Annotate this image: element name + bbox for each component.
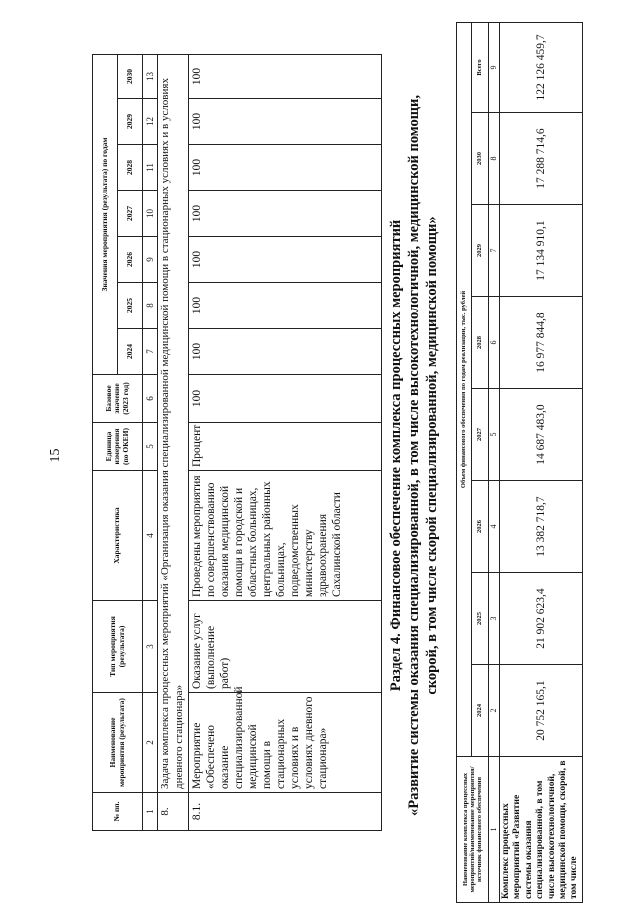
col-number: 7 bbox=[489, 205, 500, 297]
finance-year-header: 2024 bbox=[472, 665, 489, 757]
row-value: 100 bbox=[188, 191, 381, 237]
finance-value: 21 902 623,4 bbox=[500, 573, 583, 665]
header-values-group: Значения мероприятия (результата) по годам bbox=[93, 54, 118, 374]
col-number: 9 bbox=[143, 237, 158, 283]
finance-year-header: 2029 bbox=[472, 205, 489, 297]
year-header: 2026 bbox=[118, 237, 143, 283]
page-number: 15 bbox=[48, 448, 63, 463]
row-value: 100 bbox=[188, 99, 381, 145]
section-title-line3: скорой, в том числе скорой специализированной, медицинской помощи» bbox=[424, 216, 440, 695]
col-number: 9 bbox=[489, 22, 500, 112]
row-characteristic: Проведены мероприятия по совершенствованию оказания медицинской помощи в городской и областных больницах, центральных районных больницах, подведомственных министерству здравоохранения Сахалинской области bbox=[188, 471, 381, 601]
col-number: 8 bbox=[489, 113, 500, 205]
activities-table bbox=[92, 54, 382, 831]
activity-row bbox=[188, 54, 381, 830]
year-header: 2030 bbox=[118, 54, 143, 98]
finance-year-header: 2028 bbox=[472, 297, 489, 389]
finance-table bbox=[456, 22, 583, 903]
finance-row-label: Комплекс процессных мероприятий «Развитие системы оказания специализированной, в том числе высокотехнологичной, медицинской помощи, скорой, в том числе bbox=[500, 757, 583, 903]
finance-value: 13 382 718,7 bbox=[500, 481, 583, 573]
col-number: 5 bbox=[143, 423, 158, 471]
table1-header-row bbox=[93, 54, 118, 830]
row-num: 8.1. bbox=[188, 793, 381, 831]
year-header: 2029 bbox=[118, 99, 143, 145]
header-base: Базовое значение (2023 год) bbox=[93, 375, 143, 423]
finance-value: 20 752 165,1 bbox=[500, 665, 583, 757]
col-number: 2 bbox=[489, 665, 500, 757]
finance-total-header: Всего bbox=[472, 22, 489, 112]
col-number: 5 bbox=[489, 389, 500, 481]
finance-value: 17 288 714,6 bbox=[500, 113, 583, 205]
year-header: 2027 bbox=[118, 191, 143, 237]
table1-column-numbers bbox=[143, 54, 158, 830]
finance-year-header: 2026 bbox=[472, 481, 489, 573]
year-header: 2025 bbox=[118, 283, 143, 329]
finance-value: 16 977 844,8 bbox=[500, 297, 583, 389]
row-value: 100 bbox=[188, 145, 381, 191]
finance-value: 14 687 483,0 bbox=[500, 389, 583, 481]
col-number: 10 bbox=[143, 191, 158, 237]
finance-year-header: 2025 bbox=[472, 573, 489, 665]
col-number: 6 bbox=[489, 297, 500, 389]
finance-header-group: Объем финансового обеспечения по годам реализации, тыс. рублей bbox=[457, 22, 472, 756]
col-number: 1 bbox=[143, 793, 158, 831]
col-number: 1 bbox=[489, 757, 500, 903]
col-number: 13 bbox=[143, 54, 158, 98]
task-text: Задача комплекса процессных мероприятий «Организация оказания специализированной медицинской помощи в стационарных условиях и в условиях дневного стационара» bbox=[158, 54, 189, 792]
finance-row bbox=[500, 22, 583, 902]
col-number: 6 bbox=[143, 375, 158, 423]
finance-total: 122 126 459,7 bbox=[500, 22, 583, 112]
header-num: № пп. bbox=[93, 793, 143, 831]
task-num: 8. bbox=[158, 793, 189, 831]
row-value: 100 bbox=[188, 54, 381, 98]
row-value: 100 bbox=[188, 237, 381, 283]
header-type: Тип мероприятия (результата) bbox=[93, 601, 143, 693]
header-unit: Единица измерения (по ОКЕИ) bbox=[93, 423, 143, 471]
finance-value: 17 134 910,1 bbox=[500, 205, 583, 297]
col-number: 4 bbox=[489, 481, 500, 573]
col-number: 4 bbox=[143, 471, 158, 601]
year-header: 2028 bbox=[118, 145, 143, 191]
task-row bbox=[158, 54, 189, 830]
col-number: 2 bbox=[143, 693, 158, 793]
header-characteristic: Характеристика bbox=[93, 471, 143, 601]
row-unit: Процент bbox=[188, 423, 381, 471]
row-base: 100 bbox=[188, 375, 381, 423]
section-title-line2: «Развитие системы оказания специализированной, в том числе высокотехнологичной, медицинской помощи, bbox=[406, 95, 422, 816]
col-number: 8 bbox=[143, 283, 158, 329]
row-value: 100 bbox=[188, 283, 381, 329]
row-name: Мероприятие «Обеспечено оказание специализированной медицинской помощи в стационарных условиях и в условиях дневного стационара» bbox=[188, 693, 381, 793]
col-number: 12 bbox=[143, 99, 158, 145]
header-name: Наименование мероприятия (результата) bbox=[93, 693, 143, 793]
col-number: 3 bbox=[489, 573, 500, 665]
table2-column-numbers bbox=[489, 22, 500, 902]
row-value: 100 bbox=[188, 329, 381, 375]
year-header: 2024 bbox=[118, 329, 143, 375]
row-type: Оказание услуг (выполнение работ) bbox=[188, 601, 381, 693]
col-number: 3 bbox=[143, 601, 158, 693]
finance-year-header: 2030 bbox=[472, 113, 489, 205]
table2-header-row bbox=[457, 22, 472, 902]
section-title-line1: Раздел 4. Финансовое обеспечение комплекса процессных мероприятий bbox=[388, 219, 404, 692]
col-number: 7 bbox=[143, 329, 158, 375]
col-number: 11 bbox=[143, 145, 158, 191]
finance-header-name: Наименование комплекса процессных мероприятий/наименование мероприятия/источник финансового обеспечения bbox=[457, 757, 489, 903]
finance-year-header: 2027 bbox=[472, 389, 489, 481]
